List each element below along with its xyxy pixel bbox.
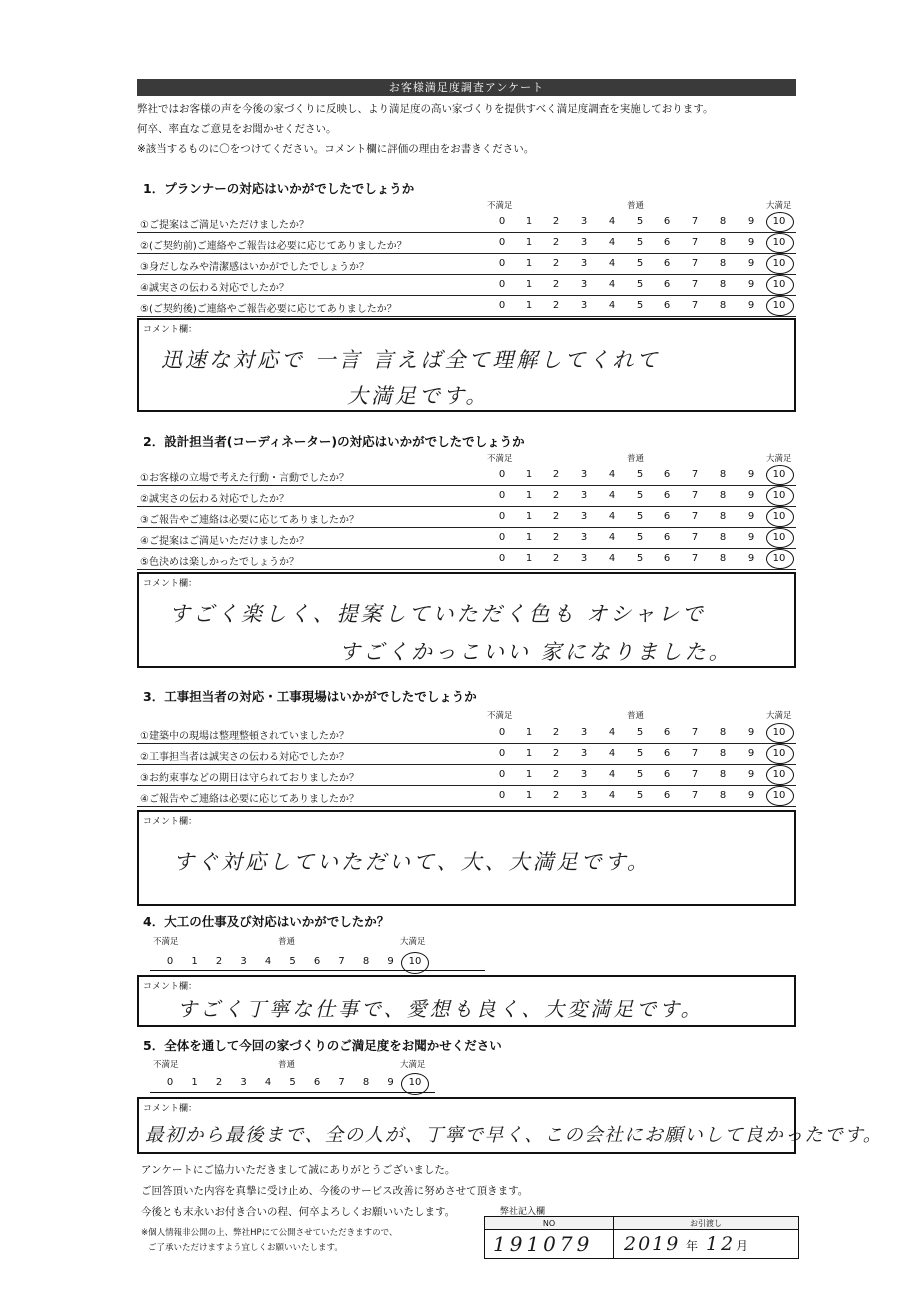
rating-option[interactable]: 7 [691, 790, 699, 801]
rating-option[interactable]: 2 [215, 1077, 223, 1088]
selected-rating-circle [766, 765, 794, 785]
rating-option[interactable]: 2 [552, 300, 560, 311]
rating-option[interactable]: 5 [636, 237, 644, 248]
rating-option[interactable]: 5 [636, 300, 644, 311]
rating-option[interactable]: 10 [772, 469, 786, 480]
question-row [137, 744, 796, 765]
rating-option[interactable]: 1 [525, 511, 533, 522]
rating-option[interactable]: 10 [772, 237, 786, 248]
rating-option[interactable]: 4 [608, 769, 616, 780]
scale-label-low: 不満足 [487, 201, 513, 211]
rating-option[interactable]: 2 [552, 511, 560, 522]
rating-option[interactable]: 9 [747, 300, 755, 311]
delivery-header: お引渡し [614, 1217, 799, 1230]
rating-option[interactable]: 1 [525, 790, 533, 801]
rating-option[interactable]: 6 [313, 1077, 321, 1088]
question-text: ②工事担当者は誠実さの伝わる対応でしたか？ [140, 752, 349, 763]
selected-rating-circle [766, 233, 794, 253]
section-2-title: 2．設計担当者(コーディネーター)の対応はいかがでしたでしょうか [143, 434, 525, 449]
question-row [137, 212, 796, 233]
rating-option[interactable]: 1 [525, 258, 533, 269]
rating-option[interactable]: 3 [240, 1077, 247, 1088]
scale-label-mid: 普通 [627, 201, 645, 211]
s5-label-mid: 普通 [278, 1060, 296, 1070]
rating-option[interactable]: 2 [552, 279, 560, 290]
rating-option[interactable]: 1 [191, 956, 198, 967]
rating-option[interactable]: 4 [608, 790, 616, 801]
rating-option[interactable]: 0 [498, 553, 506, 564]
selected-rating-circle [766, 507, 794, 527]
question-text: ④ご報告やご連絡は必要に応じてありましたか？ [140, 794, 359, 805]
question-row [137, 507, 796, 528]
delivery-cell [614, 1230, 799, 1259]
rating-option[interactable]: 1 [525, 300, 533, 311]
rating-option[interactable]: 4 [608, 216, 616, 227]
rating-option[interactable]: 0 [498, 279, 506, 290]
rating-option[interactable]: 8 [719, 790, 727, 801]
rating-option[interactable]: 0 [498, 469, 506, 480]
rating-option[interactable]: 2 [552, 553, 560, 564]
rating-option[interactable]: 1 [525, 748, 533, 759]
rating-option[interactable]: 9 [747, 748, 755, 759]
rating-option[interactable]: 4 [608, 490, 616, 501]
rating-option[interactable]: 2 [215, 956, 223, 967]
rating-option[interactable]: 9 [747, 237, 755, 248]
rating-option[interactable]: 7 [691, 300, 699, 311]
question-row [137, 233, 796, 254]
selected-rating-circle [766, 296, 794, 316]
rating-option[interactable]: 10 [408, 956, 422, 967]
rating-option[interactable]: 10 [772, 553, 786, 564]
rating-option[interactable]: 6 [663, 279, 671, 290]
rating-option[interactable]: 7 [338, 956, 345, 967]
rating-option[interactable]: 5 [289, 956, 296, 967]
rating-option[interactable]: 8 [719, 748, 727, 759]
section-3-comment-box [137, 810, 796, 906]
rating-option[interactable]: 6 [663, 258, 671, 269]
section-2-comment-box [137, 572, 796, 668]
office-use-table [484, 1216, 799, 1259]
rating-option[interactable]: 5 [636, 532, 644, 543]
rating-option[interactable]: 9 [747, 469, 755, 480]
rating-option[interactable]: 4 [264, 1077, 272, 1088]
rating-option[interactable]: 9 [747, 511, 755, 522]
rating-option[interactable]: 10 [408, 1077, 422, 1088]
rating-option[interactable]: 10 [772, 532, 786, 543]
footer-line-2: ご回答頂いた内容を真摯に受け止め、今後のサービス改善に努めさせて頂きます。 [141, 1185, 529, 1197]
rating-option[interactable]: 7 [691, 237, 699, 248]
rating-option[interactable]: 8 [719, 553, 727, 564]
rating-option[interactable]: 6 [663, 769, 671, 780]
section-1-comment-line-2: 大満足です。 [347, 384, 490, 408]
rating-option[interactable]: 0 [498, 258, 506, 269]
no-value: 191079 [493, 1232, 594, 1256]
rating-option[interactable]: 1 [525, 469, 533, 480]
section-5-title: 5．全体を通して今回の家づくりのご満足度をお聞かせください [143, 1038, 502, 1053]
rating-option[interactable]: 8 [719, 279, 727, 290]
rating-option[interactable]: 7 [691, 748, 699, 759]
rating-option[interactable]: 10 [772, 727, 786, 738]
rating-option[interactable]: 6 [663, 216, 671, 227]
rating-option[interactable]: 6 [663, 469, 671, 480]
rating-option[interactable]: 5 [636, 769, 644, 780]
rating-option[interactable]: 3 [240, 956, 247, 967]
selected-rating-circle [766, 212, 794, 232]
selected-rating-circle [766, 465, 794, 485]
rating-option[interactable]: 3 [580, 727, 588, 738]
intro-line-1: 弊社ではお客様の声を今後の家づくりに反映し、より満足度の高い家づくりを提供すべく満足度調査を実施しております。 [137, 103, 714, 115]
rating-option[interactable]: 7 [691, 469, 699, 480]
rating-option[interactable]: 3 [580, 790, 588, 801]
rating-option[interactable]: 9 [747, 490, 755, 501]
question-row [137, 786, 796, 807]
section-5-comment-line-1: 最初から最後まで、全の人が、丁寧で早く、この会社にお願いして良かったです。 [145, 1125, 883, 1146]
section-5-underline [150, 1092, 435, 1093]
section-3-title: 3．工事担当者の対応・工事現場はいかがでしたでしょうか [143, 689, 477, 704]
selected-rating-circle [766, 528, 794, 548]
rating-option[interactable]: 10 [772, 748, 786, 759]
section-4-underline [150, 970, 485, 971]
rating-option[interactable]: 7 [691, 279, 699, 290]
rating-option[interactable]: 8 [719, 511, 727, 522]
rating-option[interactable]: 4 [608, 237, 616, 248]
intro-instruction: ※該当するものに〇をつけてください。コメント欄に評価の理由をお書きください。 [137, 143, 535, 155]
rating-option[interactable]: 2 [552, 532, 560, 543]
selected-rating-circle [766, 275, 794, 295]
rating-option[interactable]: 4 [264, 956, 272, 967]
rating-option[interactable]: 3 [580, 553, 588, 564]
rating-option[interactable]: 0 [498, 790, 506, 801]
comment-label: コメント欄： [143, 325, 198, 335]
scale-label-high: 大満足 [766, 201, 792, 211]
rating-option[interactable]: 3 [580, 258, 588, 269]
rating-option[interactable]: 4 [608, 279, 616, 290]
rating-option[interactable]: 8 [719, 769, 727, 780]
question-text: ⑤(ご契約後)ご連絡やご報告必要に応じてありましたか？ [140, 304, 397, 315]
question-row [137, 549, 796, 570]
rating-option[interactable]: 10 [772, 790, 786, 801]
rating-option[interactable]: 2 [552, 469, 560, 480]
year-label: 年 [686, 1239, 699, 1253]
rating-option[interactable]: 9 [747, 790, 755, 801]
rating-option[interactable]: 3 [580, 216, 588, 227]
rating-option[interactable]: 10 [772, 511, 786, 522]
rating-option[interactable]: 7 [691, 511, 699, 522]
rating-option[interactable]: 9 [747, 258, 755, 269]
rating-option[interactable]: 4 [608, 727, 616, 738]
month-label: 月 [736, 1239, 749, 1253]
rating-option[interactable]: 4 [608, 258, 616, 269]
rating-option[interactable]: 8 [719, 237, 727, 248]
rating-option[interactable]: 7 [691, 532, 699, 543]
rating-option[interactable]: 1 [525, 532, 533, 543]
question-text: ③お約束事などの期日は守られておりましたか？ [140, 773, 359, 784]
rating-option[interactable]: 2 [552, 727, 560, 738]
rating-option[interactable]: 8 [719, 490, 727, 501]
rating-option[interactable]: 6 [663, 748, 671, 759]
rating-option[interactable]: 3 [580, 300, 588, 311]
selected-rating-circle [766, 723, 794, 743]
question-row [137, 723, 796, 744]
rating-option[interactable]: 8 [719, 216, 727, 227]
footer-line-1: アンケートにご協力いただきまして誠にありがとうございました。 [141, 1164, 456, 1176]
rating-option[interactable]: 2 [552, 490, 560, 501]
question-text: ⑤色決めは楽しかったでしょうか？ [140, 557, 299, 568]
s4-label-high: 大満足 [400, 937, 426, 947]
question-text: ②誠実さの伝わる対応でしたか？ [140, 494, 289, 505]
rating-option[interactable]: 3 [580, 511, 588, 522]
rating-option[interactable]: 7 [691, 216, 699, 227]
rating-option[interactable]: 7 [691, 258, 699, 269]
rating-option[interactable]: 6 [663, 300, 671, 311]
rating-option[interactable]: 1 [525, 279, 533, 290]
rating-option[interactable]: 0 [166, 1077, 174, 1088]
rating-option[interactable]: 6 [663, 790, 671, 801]
question-row [137, 465, 796, 486]
rating-option[interactable]: 1 [525, 237, 533, 248]
rating-option[interactable]: 3 [580, 769, 588, 780]
comment-label: コメント欄： [143, 579, 198, 589]
question-text: ④ご提案はご満足いただけましたか？ [140, 536, 309, 547]
rating-option[interactable]: 6 [663, 490, 671, 501]
rating-option[interactable]: 4 [608, 532, 616, 543]
section-2-comment-line-1: すごく楽しく、提案していただく色も オシャレで [169, 602, 706, 626]
question-row [137, 254, 796, 275]
question-text: ③身だしなみや清潔感はいかがでしたでしょうか？ [140, 262, 369, 273]
section-4-comment-box [137, 975, 796, 1027]
office-use-label: 弊社記入欄 [500, 1207, 546, 1217]
rating-option[interactable]: 10 [772, 490, 786, 501]
rating-option[interactable]: 8 [362, 956, 370, 967]
s5-label-low: 不満足 [153, 1060, 179, 1070]
footer-line-3: 今後とも末永いお付き合いの程、何卒よろしくお願いいたします。 [141, 1206, 456, 1218]
rating-option[interactable]: 5 [636, 748, 644, 759]
rating-option[interactable]: 5 [636, 469, 644, 480]
scale-label-high: 大満足 [766, 454, 792, 464]
rating-option[interactable]: 4 [608, 553, 616, 564]
rating-option[interactable]: 3 [580, 532, 588, 543]
rating-option[interactable]: 5 [636, 727, 644, 738]
rating-option[interactable]: 10 [772, 300, 786, 311]
section-3-comment-line-1: すぐ対応していただいて、大、大満足です。 [173, 850, 651, 874]
section-5-comment-box [137, 1097, 883, 1154]
rating-option[interactable]: 3 [580, 237, 588, 248]
no-cell [485, 1230, 614, 1259]
rating-option[interactable]: 0 [498, 769, 506, 780]
question-text: ②(ご契約前)ご連絡やご報告は必要に応じてありましたか？ [140, 241, 407, 252]
scale-label-low: 不満足 [487, 454, 513, 464]
question-row [137, 528, 796, 549]
rating-option[interactable]: 6 [663, 237, 671, 248]
rating-option[interactable]: 0 [498, 727, 506, 738]
rating-option[interactable]: 4 [608, 748, 616, 759]
rating-option[interactable]: 4 [608, 469, 616, 480]
rating-option[interactable]: 3 [580, 469, 588, 480]
rating-option[interactable]: 9 [387, 1077, 394, 1088]
rating-option[interactable]: 9 [747, 769, 755, 780]
rating-option[interactable]: 1 [525, 216, 533, 227]
rating-option[interactable]: 1 [525, 553, 533, 564]
rating-option[interactable]: 8 [719, 300, 727, 311]
rating-option[interactable]: 4 [608, 511, 616, 522]
section-1-comment-line-1: 迅速な対応で 一言 言えば全て理解してくれて [161, 348, 661, 372]
rating-option[interactable]: 8 [362, 1077, 370, 1088]
rating-option[interactable]: 0 [498, 748, 506, 759]
rating-option[interactable]: 6 [663, 727, 671, 738]
rating-option[interactable]: 10 [772, 216, 786, 227]
rating-option[interactable]: 1 [525, 490, 533, 501]
question-row [137, 765, 796, 786]
rating-option[interactable]: 0 [498, 300, 506, 311]
rating-option[interactable]: 7 [691, 769, 699, 780]
section-1-title: 1．プランナーの対応はいかがでしたでしょうか [143, 181, 415, 196]
s4-label-mid: 普通 [278, 937, 296, 947]
rating-option[interactable]: 7 [691, 553, 699, 564]
rating-option[interactable]: 8 [719, 532, 727, 543]
rating-option[interactable]: 6 [313, 956, 321, 967]
rating-option[interactable]: 5 [636, 490, 644, 501]
rating-option[interactable]: 9 [387, 956, 394, 967]
rating-option[interactable]: 5 [636, 511, 644, 522]
rating-option[interactable]: 5 [289, 1077, 296, 1088]
rating-option[interactable]: 4 [608, 300, 616, 311]
rating-option[interactable]: 6 [663, 511, 671, 522]
rating-option[interactable]: 5 [636, 216, 644, 227]
rating-option[interactable]: 0 [166, 956, 174, 967]
privacy-note-2: ご了承いただけますよう宜しくお願いいたします。 [148, 1243, 343, 1253]
rating-option[interactable]: 5 [636, 553, 644, 564]
intro-line-2: 何卒、率直なご意見をお聞かせください。 [137, 123, 337, 135]
scale-label-high: 大満足 [766, 711, 792, 721]
section-2-comment-line-2: すごくかっこいい 家になりました。 [339, 640, 733, 664]
delivery-month: 12 [706, 1233, 737, 1255]
selected-rating-circle [766, 549, 794, 569]
privacy-note-1: ※個人情報非公開の上、弊社HPにて公開させていただきますので、 [141, 1228, 398, 1238]
rating-option[interactable]: 2 [552, 258, 560, 269]
question-text: ③ご報告やご連絡は必要に応じてありましたか？ [140, 515, 359, 526]
question-row [137, 275, 796, 296]
rating-option[interactable]: 2 [552, 748, 560, 759]
rating-option[interactable]: 0 [498, 490, 506, 501]
rating-option[interactable]: 2 [552, 769, 560, 780]
rating-option[interactable]: 9 [747, 279, 755, 290]
rating-option[interactable]: 6 [663, 553, 671, 564]
scale-label-mid: 普通 [627, 454, 645, 464]
comment-label: コメント欄： [143, 817, 198, 827]
rating-option[interactable]: 9 [747, 532, 755, 543]
rating-option[interactable]: 0 [498, 511, 506, 522]
section-4-title: 4．大工の仕事及び対応はいかがでしたか？ [143, 914, 390, 929]
scale-label-mid: 普通 [627, 711, 645, 721]
rating-option[interactable]: 2 [552, 790, 560, 801]
rating-option[interactable]: 2 [552, 216, 560, 227]
rating-option[interactable]: 7 [691, 727, 699, 738]
rating-option[interactable]: 8 [719, 469, 727, 480]
rating-option[interactable]: 9 [747, 216, 755, 227]
rating-option[interactable]: 6 [663, 532, 671, 543]
comment-label: コメント欄： [143, 982, 198, 992]
section-1-comment-box [137, 318, 796, 412]
rating-option[interactable]: 5 [636, 279, 644, 290]
rating-option[interactable]: 0 [498, 216, 506, 227]
s5-label-high: 大満足 [400, 1060, 426, 1070]
rating-option[interactable]: 9 [747, 727, 755, 738]
s4-label-low: 不満足 [153, 937, 179, 947]
question-text: ①ご提案はご満足いただけましたか？ [140, 220, 309, 231]
selected-rating-circle [766, 254, 794, 274]
rating-option[interactable]: 0 [498, 237, 506, 248]
rating-option[interactable]: 5 [636, 258, 644, 269]
rating-option[interactable]: 10 [772, 769, 786, 780]
rating-option[interactable]: 3 [580, 279, 588, 290]
comment-label: コメント欄： [143, 1104, 198, 1114]
selected-rating-circle [766, 486, 794, 506]
rating-option[interactable]: 1 [525, 769, 533, 780]
rating-option[interactable]: 7 [691, 490, 699, 501]
question-text: ①お客様の立場で考えた行動・言動でしたか？ [140, 473, 349, 484]
delivery-year: 2019 [624, 1233, 681, 1255]
rating-option[interactable]: 8 [719, 258, 727, 269]
question-row [137, 296, 796, 317]
rating-option[interactable]: 10 [772, 258, 786, 269]
no-header: NO [485, 1217, 614, 1230]
rating-option[interactable]: 1 [191, 1077, 198, 1088]
rating-option[interactable]: 10 [772, 279, 786, 290]
rating-option[interactable]: 5 [636, 790, 644, 801]
selected-rating-circle [766, 786, 794, 806]
rating-option[interactable]: 1 [525, 727, 533, 738]
rating-option[interactable]: 7 [338, 1077, 345, 1088]
survey-title: お客様満足度調査アンケート [137, 79, 796, 96]
section-4-comment-line-1: すごく丁寧な仕事で、愛想も良く、大変満足です。 [177, 997, 704, 1021]
rating-option[interactable]: 3 [580, 490, 588, 501]
question-row [137, 486, 796, 507]
rating-option[interactable]: 9 [747, 553, 755, 564]
rating-option[interactable]: 0 [498, 532, 506, 543]
rating-option[interactable]: 2 [552, 237, 560, 248]
question-text: ④誠実さの伝わる対応でしたか？ [140, 283, 289, 294]
rating-option[interactable]: 3 [580, 748, 588, 759]
question-text: ①建築中の現場は整理整頓されていましたか？ [140, 731, 349, 742]
rating-option[interactable]: 8 [719, 727, 727, 738]
scale-label-low: 不満足 [487, 711, 513, 721]
selected-rating-circle [766, 744, 794, 764]
